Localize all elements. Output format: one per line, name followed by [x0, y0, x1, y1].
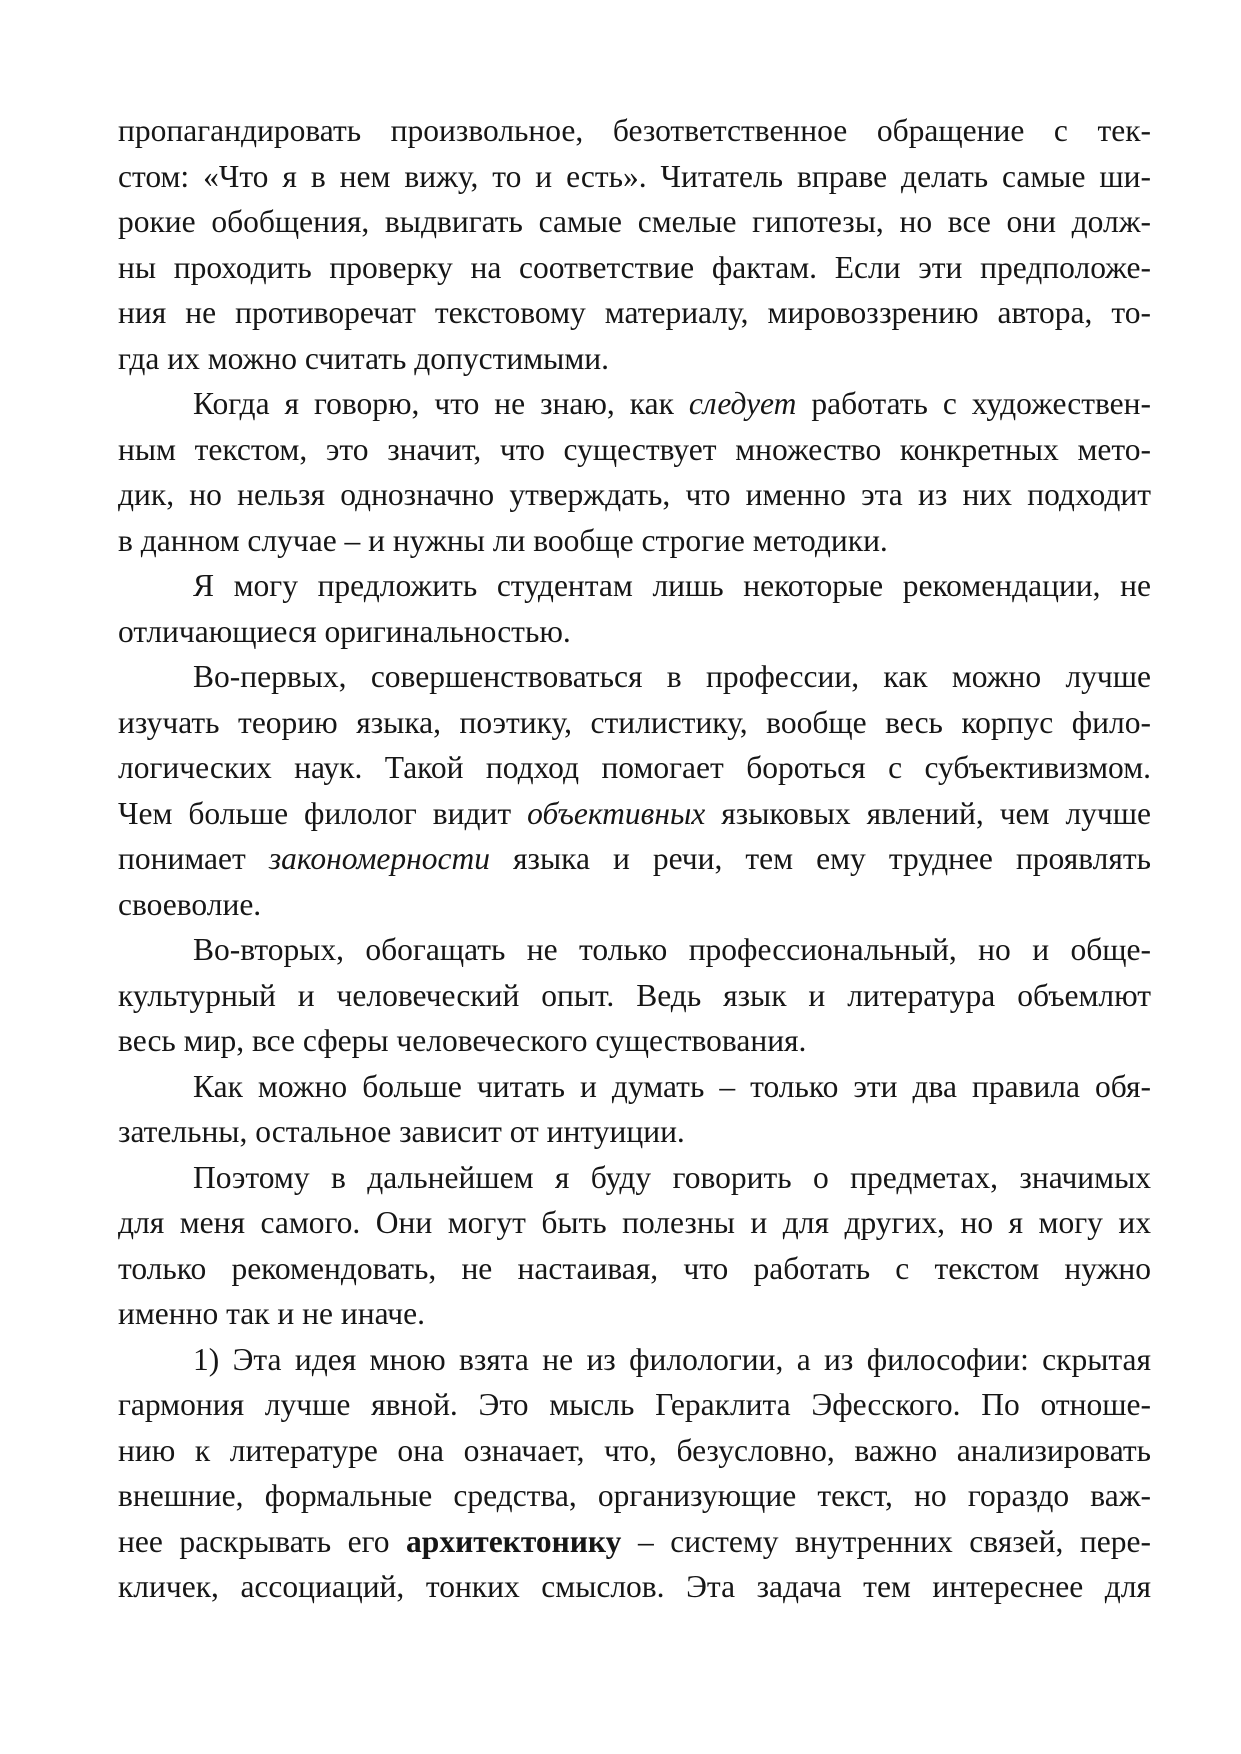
- text-line: ния не противоречат текстовому материалу, мировоззрению автора, то-: [118, 295, 1151, 330]
- text-line: только рекомендовать, не настаивая, что работать с текстом нужно: [118, 1250, 1151, 1286]
- text-line: отличающиеся оригинальностью.: [118, 613, 571, 649]
- text-line: в данном случае – и нужны ли вообще строгие методики.: [118, 522, 888, 558]
- text-line: кличек, ассоциаций, тонких смыслов. Эта задача тем интереснее для: [118, 1569, 1151, 1604]
- text-line: нее раскрывать его архитектонику – систему внутренних связей, пере-: [118, 1523, 1151, 1559]
- text-line: Чем больше филолог видит объективных языковых явлений, чем лучше: [118, 795, 1151, 831]
- paragraph-6: [118, 1064, 1151, 1155]
- text-line: зательны, остальное зависит от интуиции.: [118, 1114, 685, 1149]
- text-line: Как можно больше читать и думать – только эти два правила обя-: [193, 1068, 1151, 1104]
- text-line: гда их можно считать допустимыми.: [118, 340, 609, 376]
- text-line: Во-вторых, обогащать не только профессиональный, но и обще-: [193, 932, 1151, 967]
- text-line: Во-первых, совершенствоваться в профессии, как можно лучше: [193, 659, 1151, 694]
- text-line: внешние, формальные средства, организующие текст, но гораздо важ-: [118, 1478, 1151, 1513]
- text-line: весь мир, все сферы человеческого существования.: [118, 1023, 807, 1058]
- text-line: Я могу предложить студентам лишь некоторые рекомендации, не: [193, 568, 1151, 603]
- italic-emphasis: закономерности: [268, 841, 491, 876]
- text-line: пропагандировать произвольное, безответственное обращение с тек-: [118, 113, 1151, 148]
- text-line: логических наук. Такой подход помогает бороться с субъективизмом.: [118, 750, 1151, 785]
- text-line: стом: «Что я в нем вижу, то и есть». Читатель вправе делать самые ши-: [118, 158, 1151, 194]
- text-line: изучать теорию языка, поэтику, стилистику, вообще весь корпус фило-: [118, 704, 1151, 740]
- paragraph-7: [118, 1155, 1151, 1337]
- text-line: гармония лучше явной. Это мысль Гераклита Эфесского. По отноше-: [118, 1387, 1151, 1422]
- italic-emphasis: объективных: [527, 795, 706, 831]
- text-line: культурный и человеческий опыт. Ведь язык и литература объемлют: [118, 977, 1151, 1013]
- bold-term: архитектонику: [406, 1523, 622, 1559]
- text-line: своеволие.: [118, 886, 262, 922]
- text-line: нию к литературе она означает, что, безусловно, важно анализировать: [118, 1432, 1151, 1468]
- paragraph-4: [118, 654, 1151, 927]
- text-line: ным текстом, это значит, что существует множество конкретных мето-: [118, 431, 1151, 467]
- document-page: [118, 108, 1151, 1610]
- italic-emphasis: следует: [688, 386, 797, 421]
- text-line: дик, но нельзя однозначно утверждать, что именно эта из них подходит: [118, 477, 1151, 512]
- text-line: рокие обобщения, выдвигать самые смелые гипотезы, но все они долж-: [118, 204, 1151, 239]
- paragraph-8: [118, 1337, 1151, 1610]
- text-line: понимает закономерности языка и речи, тем ему труднее проявлять: [118, 841, 1151, 876]
- text-line: 1) Эта идея мною взята не из филологии, а из философии: скрытая: [193, 1341, 1151, 1377]
- paragraph-5: [118, 927, 1151, 1064]
- text-line: Когда я говорю, что не знаю, как следует работать с художествен-: [193, 386, 1151, 421]
- text-line: именно так и не иначе.: [118, 1296, 426, 1331]
- text-line: Поэтому в дальнейшем я буду говорить о предметах, значимых: [193, 1159, 1151, 1195]
- paragraph-2: [118, 381, 1151, 563]
- text-line: ны проходить проверку на соответствие фактам. Если эти предположе-: [118, 249, 1151, 285]
- paragraph-1: [118, 108, 1151, 381]
- paragraph-3: [118, 563, 1151, 654]
- text-line: для меня самого. Они могут быть полезны и для других, но я могу их: [118, 1205, 1151, 1240]
